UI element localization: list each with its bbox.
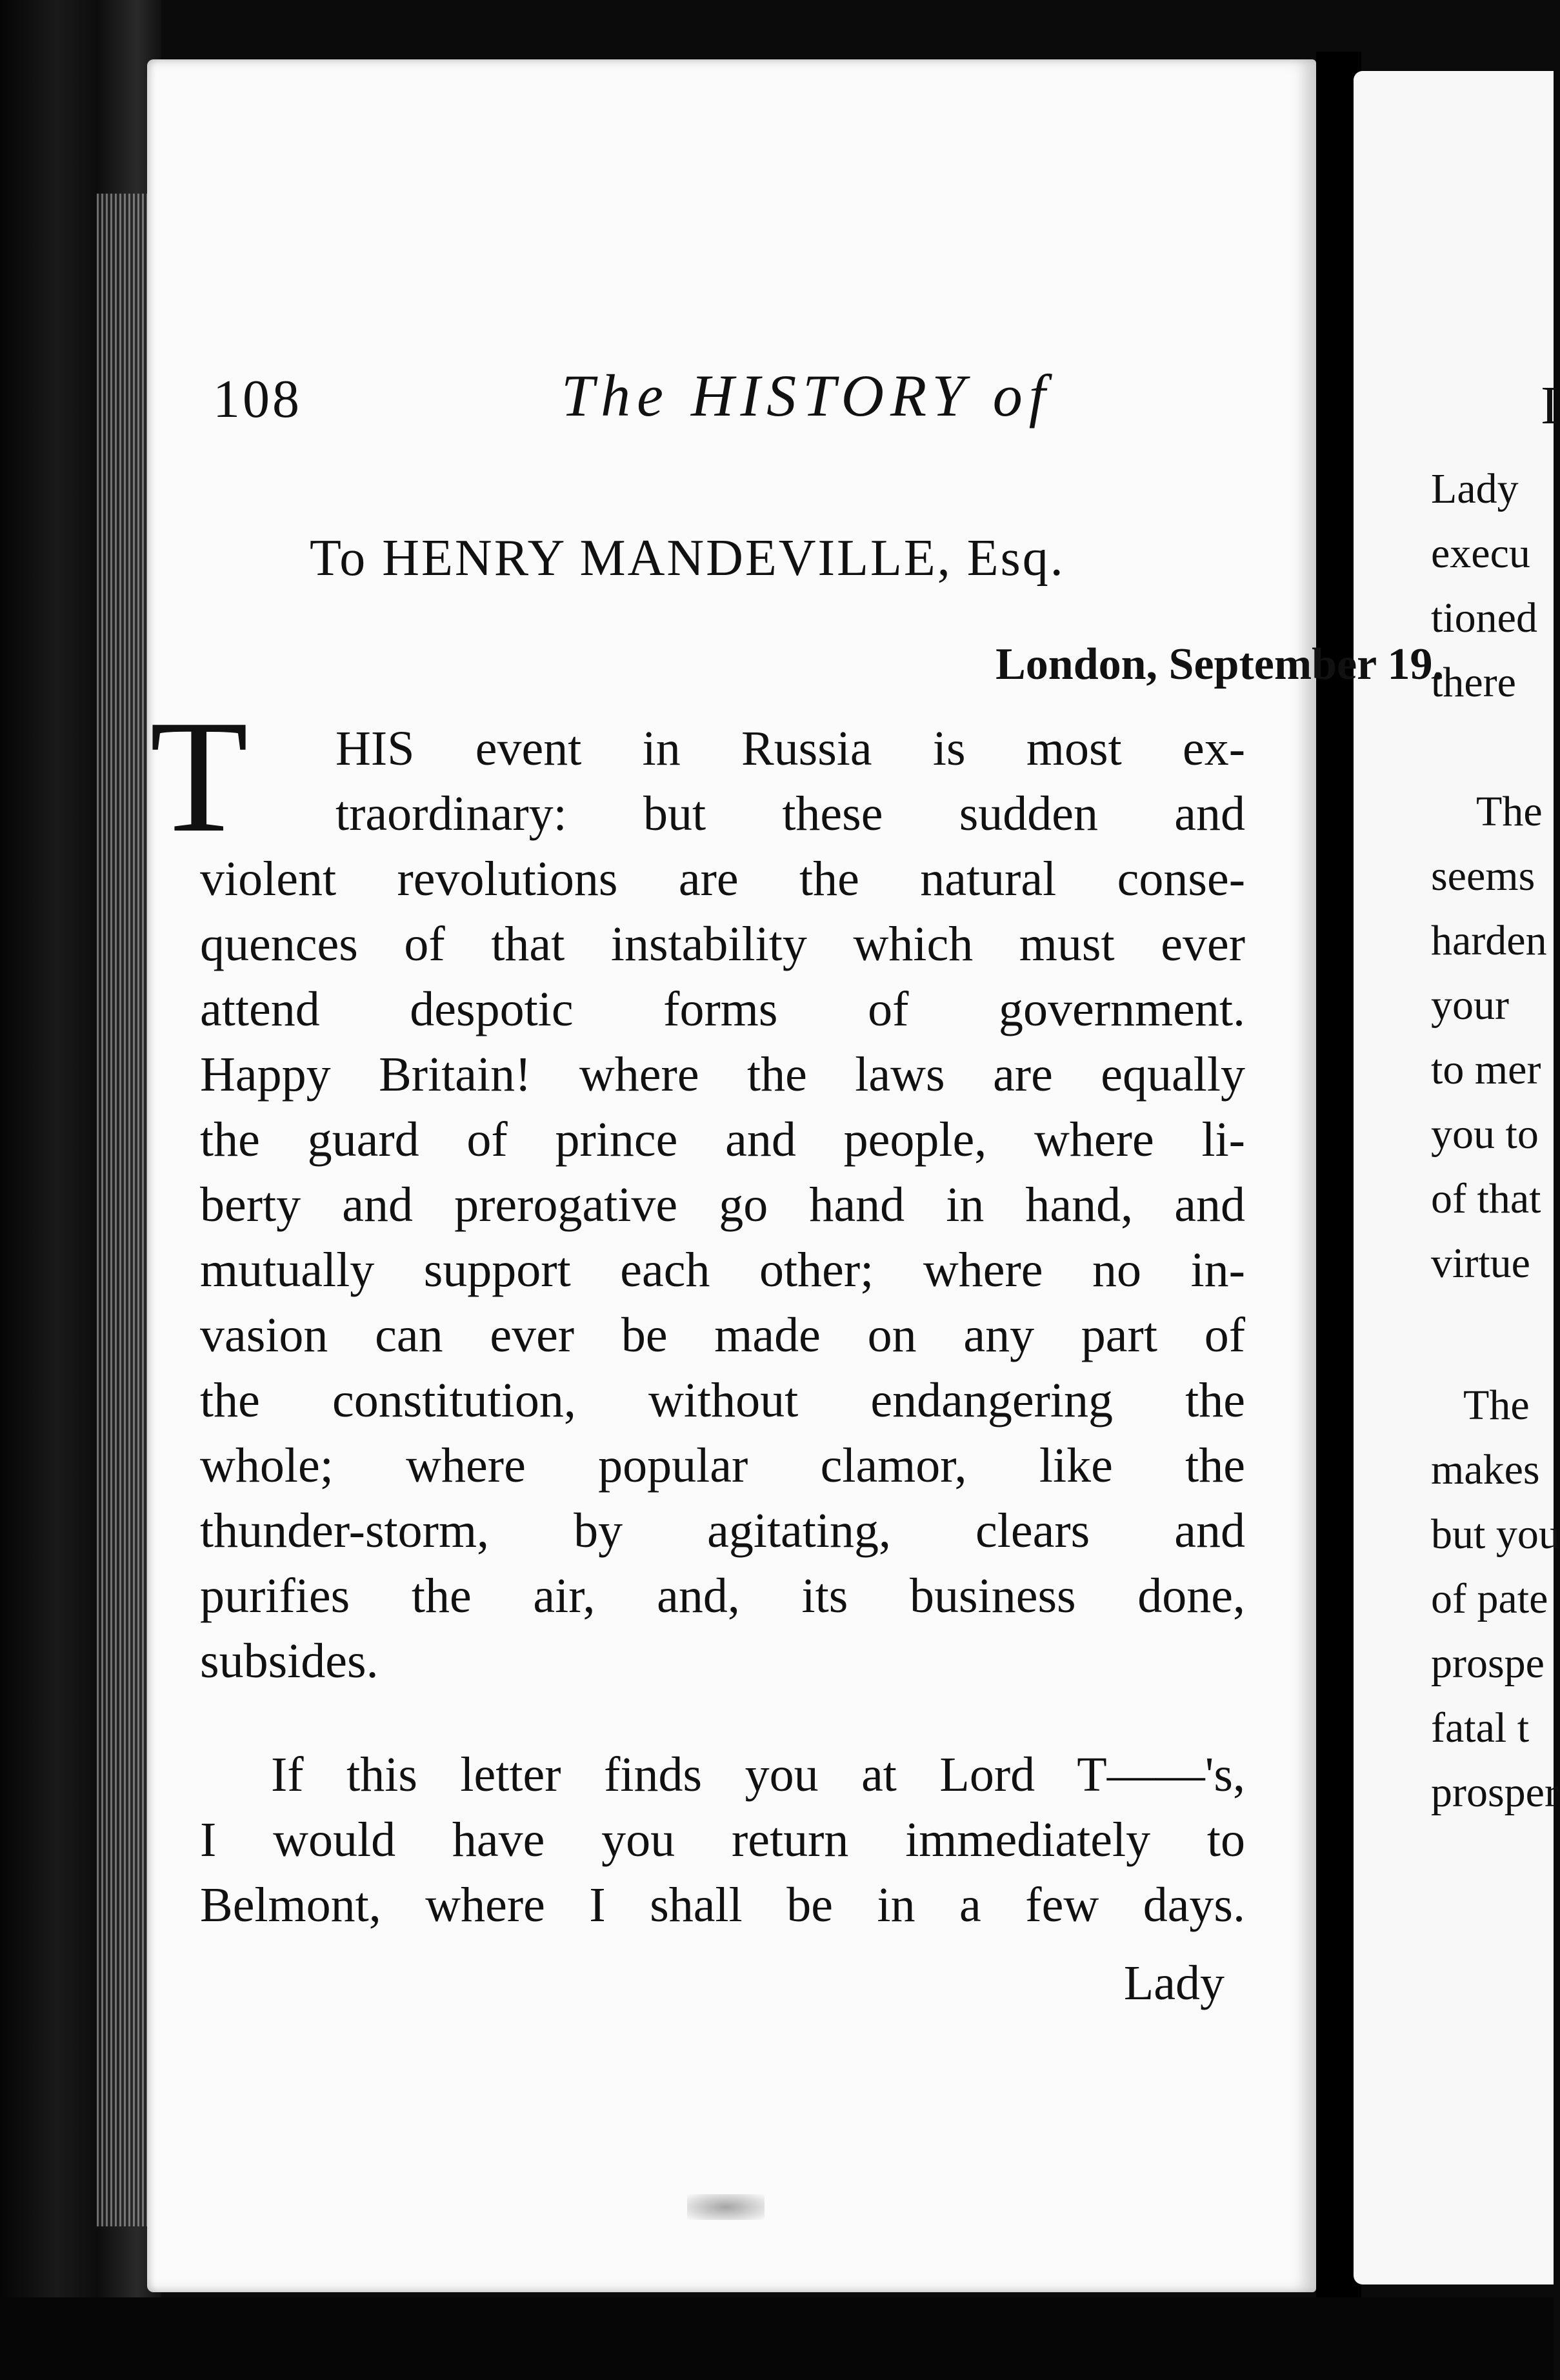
right-fragment: virtue — [1431, 1240, 1530, 1287]
text-line: subsides. — [200, 1634, 379, 1688]
right-fragment: of that — [1431, 1175, 1541, 1222]
right-fragment: you to — [1431, 1111, 1539, 1158]
right-fragment: execu — [1431, 530, 1530, 577]
text-line: berty and prerogative go hand in hand, and — [200, 1178, 1245, 1232]
letter-dateline: London, September 19. — [995, 640, 1444, 689]
text-line: Happy Britain! where the laws are equally — [200, 1047, 1245, 1102]
right-fragment: prospe — [1431, 1640, 1545, 1687]
right-fragment: to mer — [1431, 1046, 1541, 1093]
page-number: 108 — [213, 369, 302, 429]
text-line: violent revolutions are the natural conse- — [200, 852, 1245, 906]
right-fragment: your — [1431, 982, 1509, 1029]
text-line: whole; where popular clamor, like the — [200, 1438, 1245, 1493]
right-fragment: prosper — [1431, 1769, 1559, 1816]
right-fragment: there — [1431, 659, 1516, 706]
text-line: I would have you return immediately to — [200, 1813, 1245, 1867]
catchword: Lady — [1123, 1956, 1225, 2010]
page-edges — [97, 194, 148, 2226]
text-line: vasion can ever be made on any part of — [200, 1308, 1245, 1362]
running-title: The HISTORY of — [561, 363, 1052, 429]
right-fragment: of pate — [1431, 1575, 1548, 1622]
right-fragment: tioned — [1431, 594, 1537, 641]
right-fragment: The — [1463, 1382, 1530, 1429]
scan-border — [0, 2297, 1554, 2380]
right-fragment: but you — [1431, 1511, 1560, 1558]
text-line: purifies the air, and, its business done, — [200, 1569, 1245, 1623]
text-line: mutually support each other; where no in- — [200, 1243, 1245, 1297]
ink-smudge — [687, 2194, 765, 2220]
text-line: the constitution, without endangering the — [200, 1373, 1245, 1427]
right-fragment: makes — [1431, 1446, 1540, 1493]
right-fragment: seems — [1431, 852, 1535, 900]
text-line: Belmont, where I shall be in a few days. — [200, 1878, 1245, 1932]
right-fragment: harden — [1431, 917, 1547, 964]
right-fragment: fatal t — [1431, 1704, 1530, 1751]
text-line: HIS event in Russia is most ex- — [335, 721, 1245, 776]
letter-salutation: To HENRY MANDEVILLE, Esq. — [310, 530, 1065, 587]
text-line: thunder-storm, by agitating, clears and — [200, 1504, 1245, 1558]
text-line: If this letter finds you at Lord T——'s, — [271, 1748, 1245, 1802]
text-line: traordinary: but these sudden and — [335, 787, 1245, 841]
right-fragment: Lady — [1431, 465, 1519, 512]
right-fragment: The — [1476, 788, 1543, 835]
right-page-head: I — [1541, 376, 1559, 436]
paragraph-1 — [200, 847, 1245, 1694]
paragraph-2 — [200, 1742, 1245, 1938]
drop-cap: T — [150, 687, 248, 866]
text-line: attend despotic forms of government. — [200, 982, 1245, 1036]
text-line: quences of that instability which must ever — [200, 917, 1245, 971]
text-line: the guard of prince and people, where li- — [200, 1113, 1245, 1167]
running-head — [0, 361, 1554, 439]
